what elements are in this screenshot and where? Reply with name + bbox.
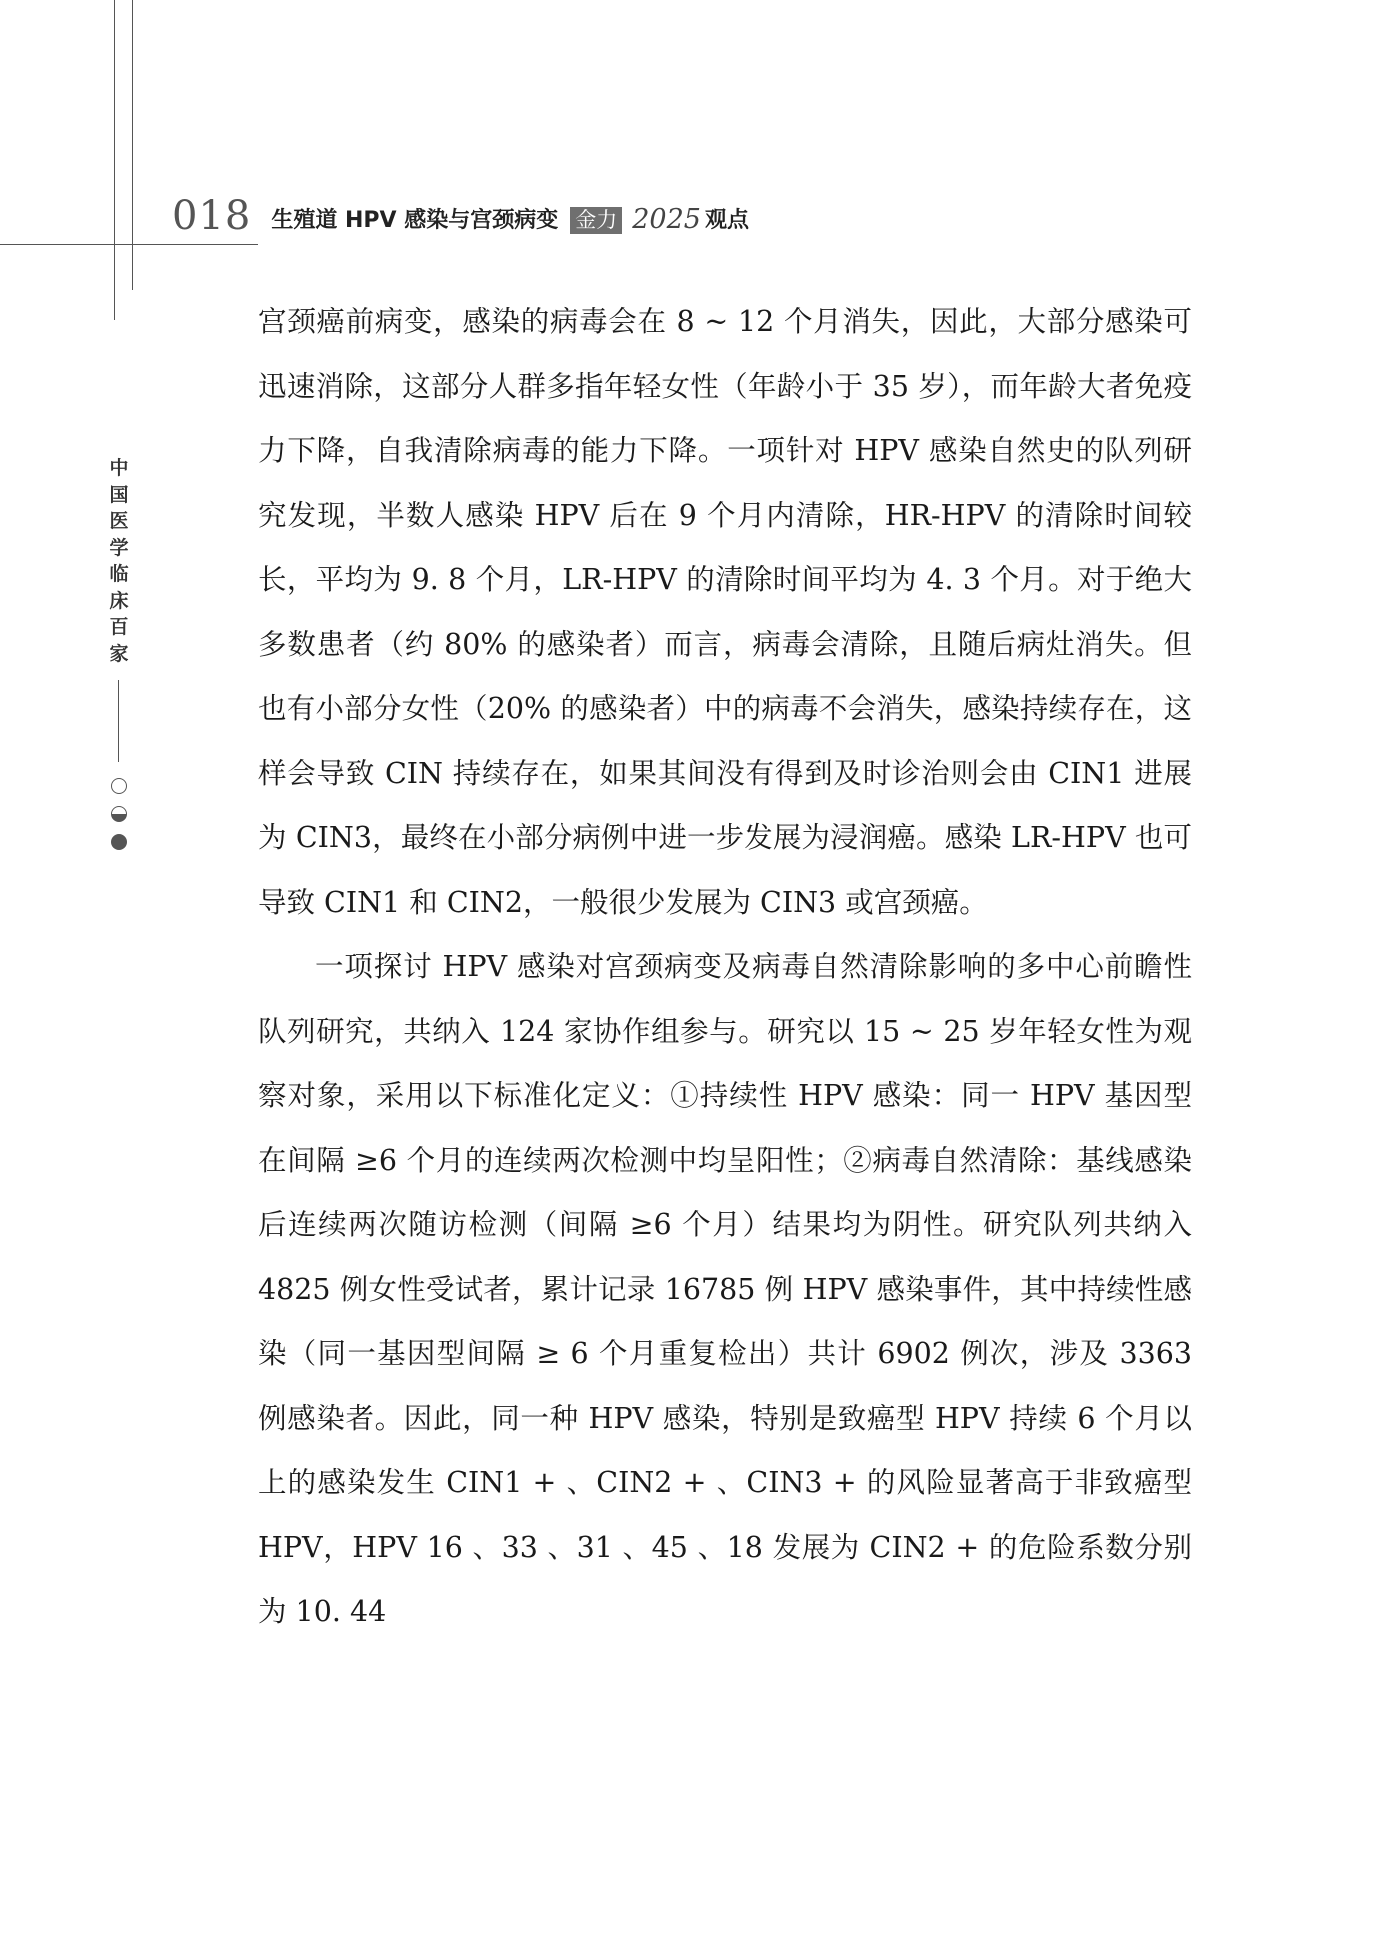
body-text bbox=[258, 290, 1192, 1645]
empty-circle-icon bbox=[111, 778, 127, 794]
series-year: 2025 bbox=[632, 204, 701, 235]
paragraph: 宫颈癌前病变，感染的病毒会在 8 ~ 12 个月消失，因此，大部分感染可迅速消除，这部分人群多指年轻女性（年龄小于 35 岁），而年龄大者免疫力下降，自我清除病毒的能力下降。一项针对 HPV 感染自然史的队列研究发现，半数人感染 HPV 后在 9 个月内清除，HR-HPV 的清除时间较长，平均为 9. 8 个月，LR-HPV 的清除时间平均为 4. 3 个月。对于绝大多数患者（约 80% 的感染者）而言，病毒会清除，且随后病灶消失。但也有小部分女性（20% 的感染者）中的病毒不会消失，感染持续存在，这样会导致 CIN 持续存在，如果其间没有得到及时诊治则会由 CIN1 进展为 CIN3，最终在小部分病例中进一步发展为浸润癌。感染 LR-HPV 也可导致 CIN1 和 CIN2，一般很少发展为 CIN3 或宫颈癌。 bbox=[258, 305, 1192, 919]
frame-vertical-line bbox=[132, 0, 133, 290]
series-badge: 金力 bbox=[570, 207, 622, 234]
frame-vertical-line bbox=[114, 0, 115, 320]
paragraph: 一项探讨 HPV 感染对宫颈病变及病毒自然清除影响的多中心前瞻性队列研究，共纳入 124 家协作组参与。研究以 15 ~ 25 岁年轻女性为观察对象，采用以下标准化定义：①持续性 HPV 感染：同一 HPV 基因型在间隔 ≥6 个月的连续两次检测中均呈阳性；②病毒自然清除：基线感染后连续两次随访检测（间隔 ≥6 个月）结果均为阴性。研究队列共纳入 4825 例女性受试者，累计记录 16785 例 HPV 感染事件，其中持续性感染（同一基因型间隔 ≥ 6 个月重复检出）共计 6902 例次，涉及 3363 例感染者。因此，同一种 HPV 感染，特别是致癌型 HPV 持续 6 个月以上的感染发生 CIN1 + 、CIN2 + 、CIN3 + 的风险显著高于非致癌型 HPV，HPV 16 、33 、31 、45 、18 发展为 CIN2 + 的危险系数分别为 10. 44 bbox=[258, 950, 1192, 1628]
series-suffix: 观点 bbox=[704, 208, 749, 233]
filled-circle-icon bbox=[111, 834, 127, 850]
frame-horizontal-line bbox=[0, 244, 258, 245]
running-header bbox=[172, 184, 749, 239]
side-series-label: 中国医学临床百家 bbox=[109, 457, 129, 665]
side-divider bbox=[118, 680, 119, 762]
page-number: 018 bbox=[172, 193, 252, 239]
half-circle-icon bbox=[111, 806, 127, 822]
book-title: 生殖道 HPV 感染与宫颈病变 bbox=[271, 208, 559, 233]
